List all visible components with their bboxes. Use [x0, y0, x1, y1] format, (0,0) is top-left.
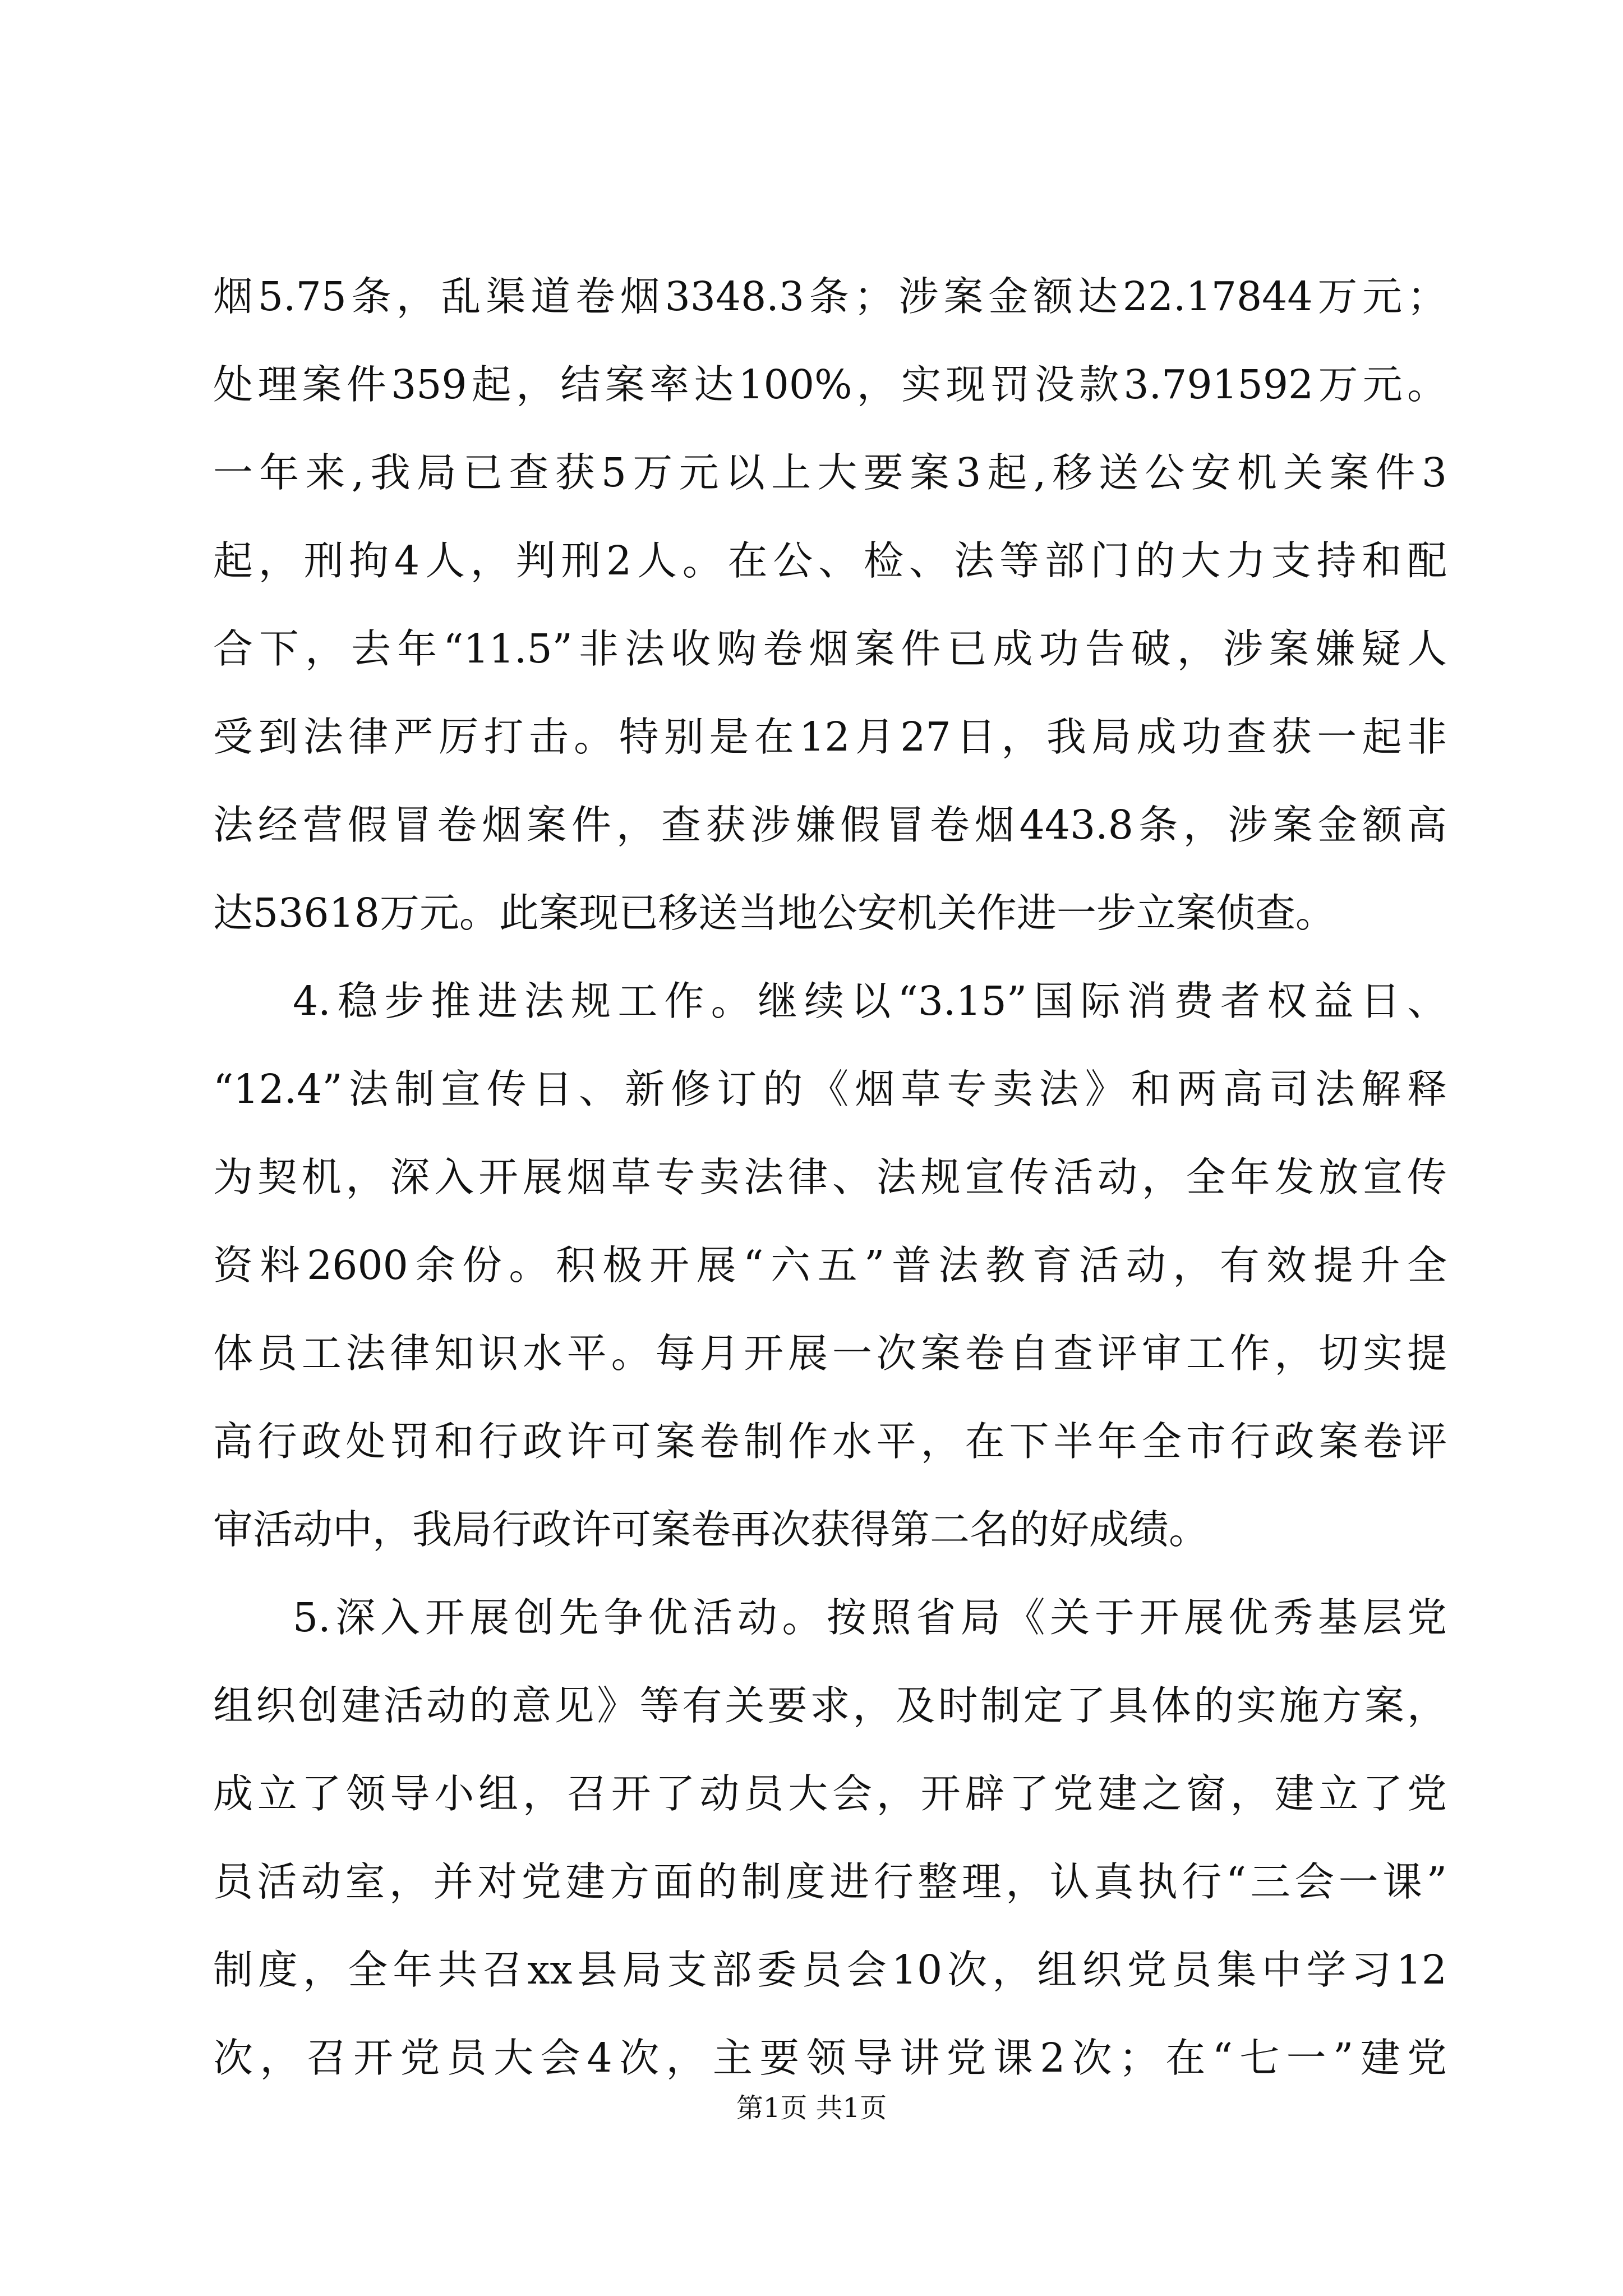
text-line: 受到法律严厉打击。特别是在12月27日，我局成功查获一起非	[213, 714, 1447, 760]
document-body	[213, 252, 1447, 2102]
text-line: “12.4”法制宣传日、新修订的《烟草专卖法》和两高司法解释	[213, 1066, 1447, 1112]
page-footer: 第1页 共1页	[736, 2092, 887, 2124]
text-line: 体员工法律知识水平。每月开展一次案卷自查评审工作，切实提	[213, 1330, 1447, 1377]
text-line: 审活动中，我局行政许可案卷再次获得第二名的好成绩。	[213, 1506, 1209, 1553]
text-line: 法经营假冒卷烟案件，查获涉嫌假冒卷烟443.8条，涉案金额高	[213, 802, 1447, 848]
text-line: 起，刑拘4人，判刑2人。在公、检、法等部门的大力支持和配	[213, 537, 1447, 584]
text-line: 一年来,我局已查获5万元以上大要案3起,移送公安机关案件3	[213, 449, 1447, 496]
text-line: 次，召开党员大会4次，主要领导讲党课2次；在“七一”建党	[213, 2035, 1447, 2081]
text-line: 员活动室，并对党建方面的制度进行整理，认真执行“三会一课”	[213, 1858, 1447, 1905]
text-line: 成立了领导小组，召开了动员大会，开辟了党建之窗，建立了党	[213, 1770, 1447, 1817]
text-line: 烟5.75条，乱渠道卷烟3348.3条；涉案金额达22.17844万元；	[213, 273, 1447, 320]
text-line: 组织创建活动的意见》等有关要求，及时制定了具体的实施方案，	[213, 1682, 1447, 1729]
paragraph-first-line: 5.深入开展创先争优活动。按照省局《关于开展优秀基层党	[293, 1594, 1447, 1641]
paragraph-first-line: 4.稳步推进法规工作。继续以“3.15”国际消费者权益日、	[293, 978, 1447, 1024]
text-line: 高行政处罚和行政许可案卷制作水平，在下半年全市行政案卷评	[213, 1418, 1447, 1465]
text-line: 达53618万元。此案现已移送当地公安机关作进一步立案侦查。	[213, 890, 1335, 936]
text-line: 处理案件359起，结案率达100%，实现罚没款3.791592万元。	[213, 361, 1447, 408]
text-line: 资料2600余份。积极开展“六五”普法教育活动，有效提升全	[213, 1242, 1447, 1289]
text-line: 为契机，深入开展烟草专卖法律、法规宣传活动，全年发放宣传	[213, 1154, 1447, 1200]
text-line: 制度，全年共召xx县局支部委员会10次，组织党员集中学习12	[213, 1947, 1447, 1993]
text-line: 合下，去年“11.5”非法收购卷烟案件已成功告破，涉案嫌疑人	[213, 625, 1447, 672]
